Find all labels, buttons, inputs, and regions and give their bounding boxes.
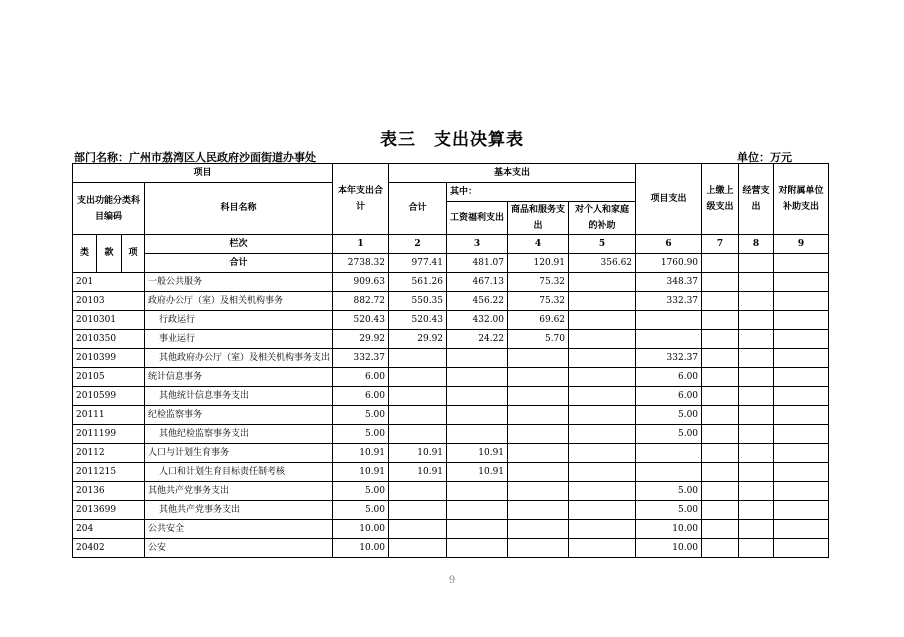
row-value-cell — [508, 368, 569, 387]
row-value-cell: 550.35 — [389, 292, 447, 311]
row-value-cell — [702, 387, 739, 406]
row-value-cell: 882.72 — [333, 292, 389, 311]
table-row — [73, 463, 829, 482]
row-subject-name: 人口与计划生育事务 — [145, 444, 333, 463]
expenditure-table — [72, 163, 829, 558]
page-number: 9 — [448, 575, 456, 586]
row-value-cell — [508, 387, 569, 406]
row-value-cell: 10.91 — [333, 463, 389, 482]
row-value-cell: 6.00 — [636, 368, 702, 387]
row-value-cell — [739, 539, 774, 558]
row-value-cell — [774, 463, 829, 482]
row-value-cell: 6.00 — [636, 387, 702, 406]
row-value-cell — [569, 273, 636, 292]
total-cell: 1760.90 — [636, 254, 702, 273]
row-value-cell — [508, 444, 569, 463]
kuan-header: 款 — [97, 235, 122, 273]
row-value-cell — [702, 292, 739, 311]
row-value-cell — [508, 349, 569, 368]
row-value-cell — [774, 387, 829, 406]
row-value-cell — [739, 482, 774, 501]
row-subject-name: 公安 — [145, 539, 333, 558]
col-num: 4 — [508, 235, 569, 254]
row-value-cell: 467.13 — [447, 273, 508, 292]
row-value-cell — [774, 311, 829, 330]
project-header: 项目 — [73, 164, 333, 183]
row-value-cell — [739, 292, 774, 311]
subject-name-header: 科目名称 — [145, 183, 333, 235]
row-subject-name: 其他政府办公厅（室）及相关机构事务支出 — [145, 349, 333, 368]
row-value-cell — [569, 501, 636, 520]
row-code: 2010399 — [73, 349, 145, 368]
table-row — [73, 482, 829, 501]
row-value-cell — [569, 292, 636, 311]
row-code: 2010301 — [73, 311, 145, 330]
total-label: 合计 — [145, 254, 333, 273]
row-value-cell: 5.00 — [636, 425, 702, 444]
row-value-cell: 69.62 — [508, 311, 569, 330]
total-cell: 977.41 — [389, 254, 447, 273]
row-value-cell — [447, 368, 508, 387]
goods-header: 商品和服务支出 — [508, 202, 569, 235]
row-value-cell — [774, 406, 829, 425]
row-value-cell — [774, 520, 829, 539]
row-value-cell — [702, 425, 739, 444]
column-number-row — [73, 235, 829, 254]
total-cell: 2738.32 — [333, 254, 389, 273]
col-num: 5 — [569, 235, 636, 254]
row-value-cell — [569, 539, 636, 558]
table-row — [73, 292, 829, 311]
row-value-cell — [774, 292, 829, 311]
row-value-cell — [702, 349, 739, 368]
row-value-cell: 10.00 — [636, 539, 702, 558]
row-value-cell: 520.43 — [389, 311, 447, 330]
table-row — [73, 330, 829, 349]
row-value-cell: 5.00 — [333, 482, 389, 501]
table-row — [73, 311, 829, 330]
row-subject-name: 其他纪检监察事务支出 — [145, 425, 333, 444]
table-row — [73, 539, 829, 558]
row-value-cell — [447, 501, 508, 520]
row-value-cell — [636, 463, 702, 482]
table-row — [73, 520, 829, 539]
row-value-cell — [569, 387, 636, 406]
row-value-cell — [389, 539, 447, 558]
col-num: 3 — [447, 235, 508, 254]
annual-total-header: 本年支出合计 — [333, 164, 389, 235]
row-value-cell — [739, 425, 774, 444]
basic-header: 基本支出 — [389, 164, 636, 183]
total-cell — [739, 254, 774, 273]
row-value-cell — [508, 425, 569, 444]
row-value-cell — [447, 349, 508, 368]
header-row-1 — [73, 164, 829, 183]
row-subject-name: 行政运行 — [145, 311, 333, 330]
row-value-cell — [702, 539, 739, 558]
row-subject-name: 纪检监察事务 — [145, 406, 333, 425]
row-value-cell — [739, 463, 774, 482]
row-value-cell — [702, 444, 739, 463]
row-value-cell: 520.43 — [333, 311, 389, 330]
row-value-cell: 5.00 — [636, 482, 702, 501]
col-num: 6 — [636, 235, 702, 254]
row-value-cell — [389, 387, 447, 406]
row-value-cell: 5.00 — [333, 406, 389, 425]
row-value-cell — [508, 482, 569, 501]
turnover-header: 上缴上级支出 — [702, 164, 739, 235]
row-value-cell — [389, 349, 447, 368]
row-value-cell: 5.00 — [333, 425, 389, 444]
row-value-cell: 6.00 — [333, 368, 389, 387]
row-value-cell: 348.37 — [636, 273, 702, 292]
row-subject-name: 其他共产党事务支出 — [145, 501, 333, 520]
row-value-cell — [702, 273, 739, 292]
row-value-cell — [508, 520, 569, 539]
row-value-cell — [774, 368, 829, 387]
row-value-cell: 24.22 — [447, 330, 508, 349]
row-code: 20402 — [73, 539, 145, 558]
col-num: 1 — [333, 235, 389, 254]
row-value-cell — [447, 406, 508, 425]
col-num: 8 — [739, 235, 774, 254]
row-value-cell — [508, 463, 569, 482]
row-value-cell: 10.91 — [389, 463, 447, 482]
row-value-cell — [774, 482, 829, 501]
row-code: 2010599 — [73, 387, 145, 406]
row-value-cell: 10.00 — [333, 520, 389, 539]
wages-header: 工资福利支出 — [447, 202, 508, 235]
col-num: 2 — [389, 235, 447, 254]
row-value-cell — [389, 482, 447, 501]
total-cell: 356.62 — [569, 254, 636, 273]
total-cell: 481.07 — [447, 254, 508, 273]
table-body — [73, 273, 829, 558]
row-value-cell: 10.91 — [447, 444, 508, 463]
row-value-cell — [508, 406, 569, 425]
row-value-cell — [636, 330, 702, 349]
row-code: 2010350 — [73, 330, 145, 349]
row-code: 20136 — [73, 482, 145, 501]
row-code: 2011215 — [73, 463, 145, 482]
subsidy-header: 对附属单位补助支出 — [774, 164, 829, 235]
table-row — [73, 501, 829, 520]
row-value-cell — [739, 444, 774, 463]
column-row-label: 栏次 — [145, 235, 333, 254]
row-value-cell — [569, 311, 636, 330]
row-value-cell — [569, 349, 636, 368]
row-value-cell — [702, 368, 739, 387]
table-row — [73, 444, 829, 463]
row-value-cell — [508, 501, 569, 520]
row-code: 20112 — [73, 444, 145, 463]
row-value-cell — [569, 425, 636, 444]
row-value-cell — [447, 425, 508, 444]
row-value-cell: 332.37 — [333, 349, 389, 368]
row-code: 20105 — [73, 368, 145, 387]
row-value-cell: 332.37 — [636, 349, 702, 368]
row-value-cell — [774, 444, 829, 463]
row-value-cell: 5.00 — [333, 501, 389, 520]
row-value-cell — [774, 330, 829, 349]
table-row — [73, 349, 829, 368]
among-header: 其中： — [447, 183, 636, 202]
row-value-cell — [389, 368, 447, 387]
row-value-cell: 5.00 — [636, 406, 702, 425]
row-value-cell: 561.26 — [389, 273, 447, 292]
total-cell: 120.91 — [508, 254, 569, 273]
row-value-cell: 456.22 — [447, 292, 508, 311]
row-value-cell: 75.32 — [508, 273, 569, 292]
row-code: 201 — [73, 273, 145, 292]
row-code: 204 — [73, 520, 145, 539]
row-value-cell: 75.32 — [508, 292, 569, 311]
row-value-cell: 909.63 — [333, 273, 389, 292]
table-row — [73, 387, 829, 406]
row-value-cell: 10.00 — [636, 520, 702, 539]
row-value-cell — [739, 273, 774, 292]
department-name: 部门名称：广州市荔湾区人民政府沙面街道办事处 — [74, 151, 316, 164]
row-subject-name: 公共安全 — [145, 520, 333, 539]
row-subject-name: 人口和计划生育目标责任制考核 — [145, 463, 333, 482]
row-value-cell — [774, 425, 829, 444]
row-subject-name: 其他统计信息事务支出 — [145, 387, 333, 406]
row-value-cell: 10.91 — [447, 463, 508, 482]
row-value-cell — [774, 273, 829, 292]
row-value-cell — [702, 463, 739, 482]
total-cell — [702, 254, 739, 273]
row-value-cell — [447, 387, 508, 406]
row-value-cell — [702, 406, 739, 425]
row-value-cell — [739, 311, 774, 330]
table-row — [73, 406, 829, 425]
row-value-cell — [508, 539, 569, 558]
row-value-cell — [569, 368, 636, 387]
row-value-cell — [739, 368, 774, 387]
unit-label: 单位：万元 — [737, 151, 792, 164]
row-value-cell — [702, 520, 739, 539]
basic-total-header: 合计 — [389, 183, 447, 235]
row-code: 20103 — [73, 292, 145, 311]
total-cell — [774, 254, 829, 273]
col-num: 9 — [774, 235, 829, 254]
row-subject-name: 其他共产党事务支出 — [145, 482, 333, 501]
row-subject-name: 事业运行 — [145, 330, 333, 349]
row-value-cell: 5.70 — [508, 330, 569, 349]
row-value-cell — [774, 539, 829, 558]
row-value-cell: 29.92 — [389, 330, 447, 349]
row-value-cell — [739, 349, 774, 368]
row-subject-name: 统计信息事务 — [145, 368, 333, 387]
project-exp-header: 项目支出 — [636, 164, 702, 235]
row-subject-name: 政府办公厅（室）及相关机构事务 — [145, 292, 333, 311]
total-row — [73, 254, 829, 273]
row-value-cell — [389, 501, 447, 520]
row-value-cell — [447, 539, 508, 558]
row-subject-name: 一般公共服务 — [145, 273, 333, 292]
row-value-cell: 10.91 — [333, 444, 389, 463]
row-value-cell — [739, 387, 774, 406]
xiang-header: 项 — [122, 235, 145, 273]
row-value-cell — [774, 501, 829, 520]
individuals-header: 对个人和家庭的补助 — [569, 202, 636, 235]
row-value-cell — [702, 311, 739, 330]
table-row — [73, 273, 829, 292]
col-num: 7 — [702, 235, 739, 254]
row-value-cell: 29.92 — [333, 330, 389, 349]
lei-header: 类 — [73, 235, 97, 273]
row-value-cell — [569, 330, 636, 349]
table-row — [73, 425, 829, 444]
row-value-cell — [702, 482, 739, 501]
row-value-cell — [636, 444, 702, 463]
row-value-cell: 10.91 — [389, 444, 447, 463]
row-value-cell — [739, 501, 774, 520]
row-value-cell — [739, 406, 774, 425]
row-value-cell — [702, 501, 739, 520]
row-code: 2013699 — [73, 501, 145, 520]
page-title: 表三 支出决算表 — [380, 130, 524, 150]
row-code: 2011199 — [73, 425, 145, 444]
row-value-cell — [569, 444, 636, 463]
business-header: 经营支出 — [739, 164, 774, 235]
row-value-cell — [569, 520, 636, 539]
row-value-cell — [569, 463, 636, 482]
row-value-cell — [389, 425, 447, 444]
row-value-cell — [389, 406, 447, 425]
row-value-cell: 332.37 — [636, 292, 702, 311]
row-value-cell — [569, 406, 636, 425]
row-value-cell — [739, 330, 774, 349]
row-value-cell: 5.00 — [636, 501, 702, 520]
row-value-cell — [739, 520, 774, 539]
row-value-cell — [636, 311, 702, 330]
row-value-cell — [447, 482, 508, 501]
func-code-header: 支出功能分类科目编码 — [73, 183, 145, 235]
row-value-cell — [447, 520, 508, 539]
row-value-cell: 10.00 — [333, 539, 389, 558]
row-value-cell: 6.00 — [333, 387, 389, 406]
row-value-cell — [774, 349, 829, 368]
row-value-cell: 432.00 — [447, 311, 508, 330]
row-code: 20111 — [73, 406, 145, 425]
row-value-cell — [389, 520, 447, 539]
row-value-cell — [702, 330, 739, 349]
row-value-cell — [569, 482, 636, 501]
table-row — [73, 368, 829, 387]
